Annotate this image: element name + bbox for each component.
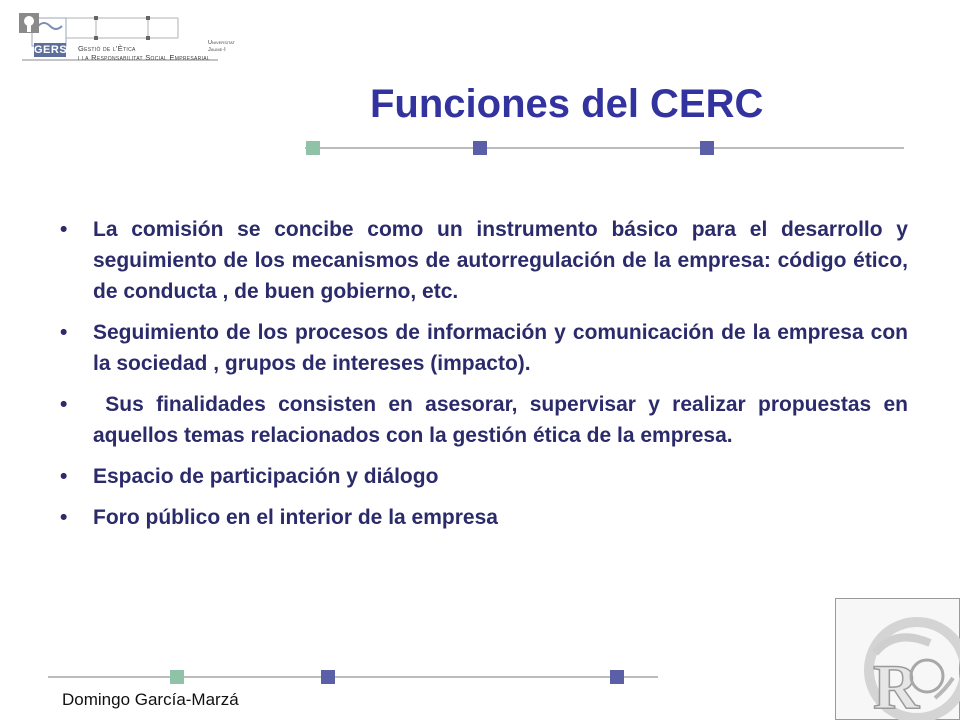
bullet-text: Espacio de participación y diálogo xyxy=(93,465,439,488)
logo-letter-r: R xyxy=(873,651,920,720)
bullet-marker: • xyxy=(60,218,68,241)
list-item xyxy=(60,389,914,451)
bullet-marker: • xyxy=(60,465,68,488)
bullet-text: Seguimiento de los procesos de información y comunicación de la empresa con la sociedad , grupos de intereses (impacto). xyxy=(93,321,908,375)
bullet-text: Foro público en el interior de la empresa xyxy=(93,506,498,529)
footer-author: Domingo García-Marzá xyxy=(62,690,239,709)
list-item xyxy=(60,461,908,492)
university-emblem-icon xyxy=(18,12,40,34)
university-name-line-2: Jaume·I xyxy=(208,47,226,53)
university-name-line-1: Universitat xyxy=(208,40,235,46)
divider-square-blue-1 xyxy=(473,141,487,155)
logo-line-2: i la Responsabilitat Social Empresarial xyxy=(78,53,210,62)
rsc-corner-logo xyxy=(835,598,960,720)
bullet-marker: • xyxy=(60,506,68,529)
list-item xyxy=(60,214,908,307)
gerse-logo xyxy=(18,12,250,64)
divider-square-green xyxy=(306,141,320,155)
bullet-marker: • xyxy=(60,393,68,416)
bullet-text: Sus finalidades consisten en asesorar, supervisar y realizar propuestas en aquellos temas relacionados con la gestión ética de la empresa. xyxy=(93,393,914,447)
gerse-logo-wordmark: GERSE xyxy=(34,44,76,56)
footer-square-blue-1 xyxy=(321,670,335,684)
footer-square-blue-2 xyxy=(610,670,624,684)
bullet-list xyxy=(60,214,914,543)
list-item xyxy=(60,502,908,533)
footer-square-green xyxy=(170,670,184,684)
page-title: Funciones del CERC xyxy=(370,82,764,126)
bullet-text: La comisión se concibe como un instrumento básico para el desarrollo y seguimiento de los mecanismos de autorregulación de la empresa: código ético, de conducta , de buen gobierno, etc. xyxy=(93,218,908,303)
logo-line-1: Gestió de l'Ètica xyxy=(78,44,136,53)
list-item xyxy=(60,317,908,379)
divider-square-blue-2 xyxy=(700,141,714,155)
bullet-marker: • xyxy=(60,321,68,344)
